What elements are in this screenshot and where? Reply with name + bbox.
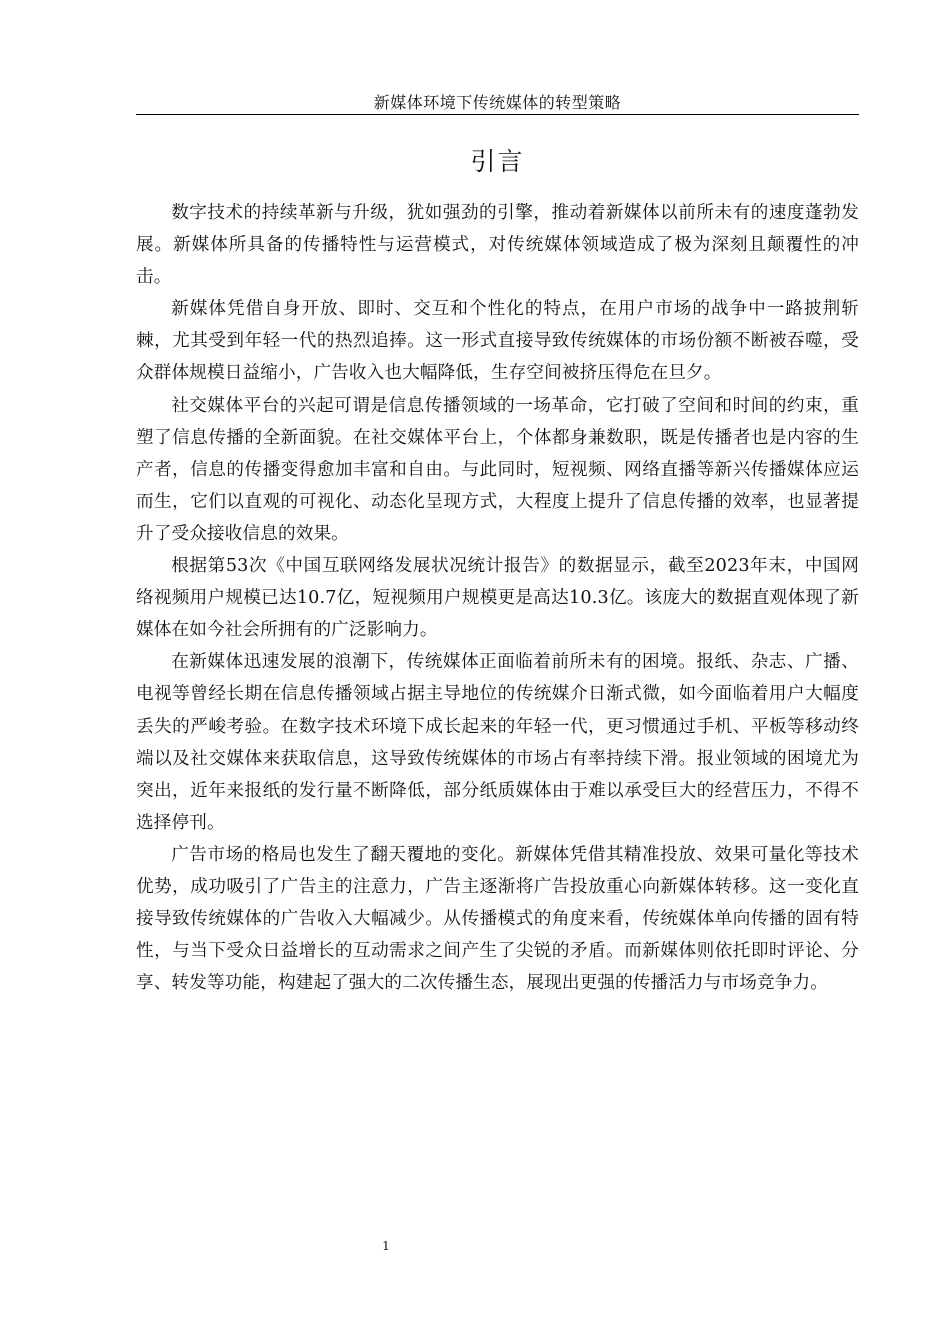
paragraph-2: 新媒体凭借自身开放、即时、交互和个性化的特点，在用户市场的战争中一路披荆斩棘，尤其受到年轻一代的热烈追捧。这一形式直接导致传统媒体的市场份额不断被吞噬，受众群体规模日益缩小，广告收入也大幅降低，生存空间被挤压得危在旦夕。: [136, 299, 859, 384]
page-number: 1: [382, 1239, 390, 1253]
header-rule: [136, 114, 859, 115]
running-header: 新媒体环境下传统媒体的转型策略: [373, 93, 622, 112]
paragraph-3: 社交媒体平台的兴起可谓是信息传播领域的一场革命，它打破了空间和时间的约束，重塑了信息传播的全新面貌。在社交媒体平台上，个体都身兼数职，既是传播者也是内容的生产者，信息的传播变得愈加丰富和自由。与此同时，短视频、网络直播等新兴传播媒体应运而生，它们以直观的可视化、动态化呈现方式，大程度上提升了信息传播的效率，也显著提升了受众接收信息的效果。: [136, 395, 859, 544]
paragraph-4: 根据第53次《中国互联网络发展状况统计报告》的数据显示，截至2023年末，中国网络视频用户规模已达10.7亿，短视频用户规模更是高达10.3亿。该庞大的数据直观体现了新媒体在如今社会所拥有的广泛影响力。: [136, 556, 859, 641]
body-text: [136, 197, 859, 999]
paragraph-6: 广告市场的格局也发生了翻天覆地的变化。新媒体凭借其精准投放、效果可量化等技术优势，成功吸引了广告主的注意力，广告主逐渐将广告投放重心向新媒体转移。这一变化直接导致传统媒体的广告收入大幅减少。从传播模式的角度来看，传统媒体单向传播的固有特性，与当下受众日益增长的互动需求之间产生了尖锐的矛盾。而新媒体则依托即时评论、分享、转发等功能，构建起了强大的二次传播生态，展现出更强的传播活力与市场竞争力。: [136, 844, 859, 994]
section-title: 引言: [470, 147, 525, 176]
paragraph-5: 在新媒体迅速发展的浪潮下，传统媒体正面临着前所未有的困境。报纸、杂志、广播、电视等曾经长期在信息传播领域占据主导地位的传统媒介日渐式微，如今面临着用户大幅度丢失的严峻考验。在数字技术环境下成长起来的年轻一代，更习惯通过手机、平板等移动终端以及社交媒体来获取信息，这导致传统媒体的市场占有率持续下滑。报业领域的困境尤为突出，近年来报纸的发行量不断降低，部分纸质媒体由于难以承受巨大的经营压力，不得不选择停刊。: [136, 652, 859, 833]
paragraph-1: 数字技术的持续革新与升级，犹如强劲的引擎，推动着新媒体以前所未有的速度蓬勃发展。新媒体所具备的传播特性与运营模式，对传统媒体领域造成了极为深刻且颠覆性的冲击。: [136, 203, 859, 288]
